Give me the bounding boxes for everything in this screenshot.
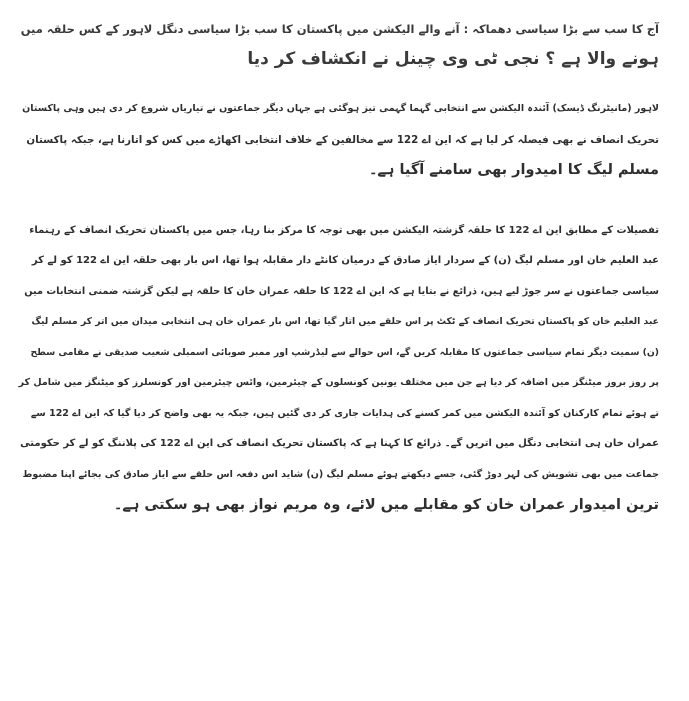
paragraph-line: تفصیلات کے مطابق این اے 122 کا حلقہ گزشتہ الیکشن میں بھی توجہ کا مرکز بنا رہا، جس میں پاکستان تحریک انصاف کے رہنماء: [29, 224, 659, 236]
paragraph-line: عمران خان ہی انتخابی دنگل میں اتریں گے۔ ذرائع کا کہنا ہے کہ پاکستان تحریک انصاف کی این اے 122 کی پلاننگ کو لے کر حکومتی: [20, 438, 659, 449]
paragraph-line: (ن) سمیت دیگر تمام سیاسی جماعتوں کا مقابلہ کریں گے، اس حوالے سے لیڈرشپ اور ممبر صوبائی اسمبلی شعیب صدیقی نے مقامی سطح: [30, 346, 659, 358]
headline-line: ہونے والا ہے ؟ نجی ٹی وی چینل نے انکشاف کر دیا: [247, 49, 659, 69]
article-headline: [18, 14, 659, 74]
headline-line: آج کا سب سے بڑا سیاسی دھماکہ : آنے والے الیکشن میں پاکستان کا سب بڑا سیاسی دنگل لاہور کے کس حلقہ میں: [20, 22, 659, 36]
article-paragraph: [18, 216, 659, 521]
paragraph-line: مسلم لیگ کا امیدوار بھی سامنے آگیا ہے۔: [368, 162, 659, 178]
paragraph-line: لاہور (مانیٹرنگ ڈیسک) آئندہ الیکشن سے انتخابی گہما گہمی تیز ہوگئی ہے جہاں دیگر جماعتوں نے تیاریاں شروع کر دی ہیں وہی پاکستان: [22, 103, 659, 114]
paragraph-line: تے ہوئے تمام کارکنان کو آئندہ الیکشن میں کمر کسنے کی ہدایات جاری کر دی گئیں ہیں، جبکہ یہ بھی واضح کر دیا گیا کہ این اے 122 سے: [30, 407, 659, 419]
paragraph-line: عبد العلیم خان کو پاکستان تحریک انصاف کے ٹکٹ پر اس حلقے میں اتار گیا تھا، اس بار عمران خان ہی انتخابی میدان میں اتر کر مسلم لیگ: [31, 316, 659, 327]
paragraph-line: جماعت میں بھی تشویش کی لہر دوڑ گئی، جسے دیکھتے ہوئے مسلم لیگ (ن) شاید اس دفعہ اس حلقے سے ایاز صادق کی بجائے اپنا مضبوط: [22, 468, 659, 480]
paragraph-line: پر روز بروز میٹنگز میں اضافہ کر دیا ہے جن میں مختلف یونین کونسلوں کے چیئرمین، وائس چیئرمین اور کونسلرز کو میٹنگز میں شامل کر: [18, 377, 659, 388]
paragraph-line: عبد العلیم خان اور مسلم لیگ (ن) کے سردار ایاز صادق کے درمیان کانٹے دار مقابلہ ہوا تھا، اس بار بھی حلقہ این اے 122 کو لے کر: [31, 255, 659, 266]
paragraph-line: سیاسی جماعتوں نے سر جوڑ لیے ہیں، ذرائع نے بتایا ہے کہ این اے 122 کا حلقہ عمران خان کا حلقہ ہے لیکن گزشتہ ضمنی انتخابات میں: [24, 285, 659, 297]
paragraph-line: ترین امیدوار عمران خان کو مقابلے میں لائے، وہ مریم نواز بھی ہو سکتی ہے۔: [113, 497, 659, 513]
article-paragraph: [18, 94, 659, 186]
paragraph-line: تحریک انصاف نے بھی فیصلہ کر لیا ہے کہ این اے 122 سے مخالفین کے خلاف انتخابی اکھاڑے میں کس کو اتارنا ہے، جبکہ پاکستان: [26, 133, 659, 146]
